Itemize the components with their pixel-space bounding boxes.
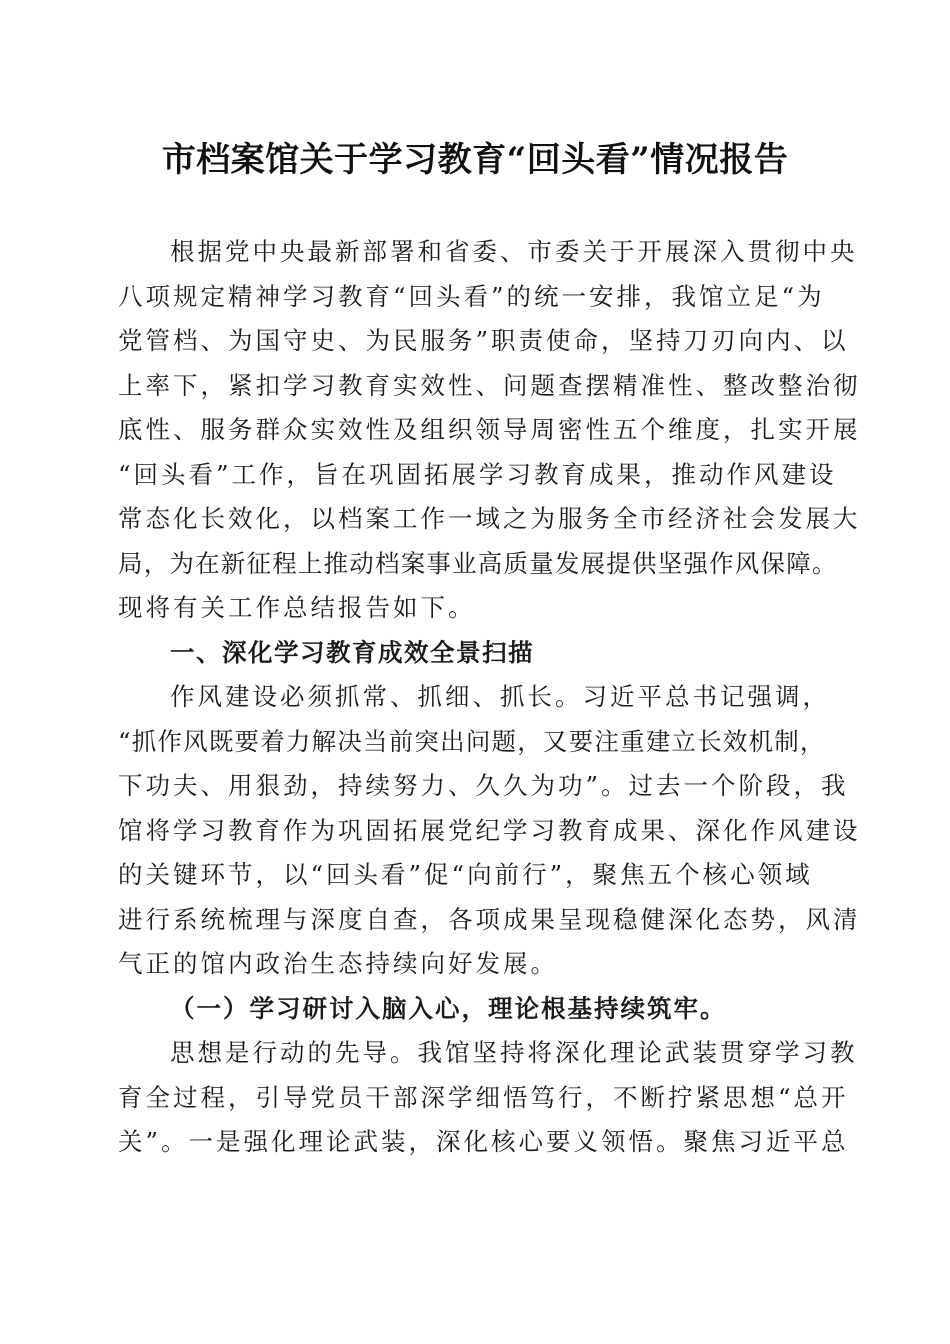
section-heading: 一、深化学习教育成效全景扫描	[170, 637, 534, 667]
paragraph-line: 气正的馆内政治生态持续向好发展。	[118, 949, 558, 978]
paragraph-line: 底性、服务群众实效性及组织领导周密性五个维度，扎实开展	[118, 415, 861, 444]
paragraph-line: 育全过程，引导党员干部深学细悟笃行，不断拧紧思想“总开	[118, 1082, 849, 1112]
paragraph-line: 上率下，紧扣学习教育实效性、问题查摆精准性、整改整治彻	[118, 370, 861, 400]
paragraph-line: “抓作风既要着力解决当前突出问题，又要注重建立长效机制，	[118, 726, 826, 756]
paragraph-line: 八项规定精神学习教育“回头看”的统一安排，我馆立足“为	[118, 281, 825, 311]
document-body	[118, 230, 861, 1165]
paragraph-line: 局，为在新征程上推动档案事业高质量发展提供坚强作风保障。	[118, 548, 838, 578]
paragraph-line: 进行系统梳理与深度自查，各项成果呈现稳健深化态势，风清	[118, 904, 861, 934]
paragraph-line: 的关键环节，以“回头看”促“向前行”，聚焦五个核心领域	[118, 860, 813, 889]
paragraph-line: 常态化长效化，以档案工作一域之为服务全市经济社会发展大	[118, 504, 861, 533]
paragraph-line: 下功夫、用狠劲，持续努力、久久为功”。过去一个阶段，我	[118, 771, 849, 800]
document-title: 市档案馆关于学习教育“回头看”情况报告	[161, 140, 789, 180]
subsection-heading: （一）学习研讨入脑入心，理论根基持续筑牢。	[170, 993, 727, 1023]
paragraph-line: 根据党中央最新部署和省委、市委关于开展深入贯彻中央	[170, 237, 858, 266]
paragraph-line: 现将有关工作总结报告如下。	[118, 593, 476, 622]
paragraph-line: “回头看”工作，旨在巩固拓展学习教育成果，推动作风建设	[118, 459, 837, 489]
paragraph-line: 作风建设必须抓常、抓细、抓长。习近平总书记强调，	[170, 682, 830, 711]
paragraph-line: 馆将学习教育作为巩固拓展党纪学习教育成果、深化作风建设	[118, 815, 861, 845]
paragraph-line: 思想是行动的先导。我馆坚持将深化理论武装贯穿学习教	[170, 1038, 858, 1067]
paragraph-line: 党管档、为国守史、为民服务”职责使命，坚持刀刃向内、以	[118, 326, 849, 355]
paragraph-line: 关”。一是强化理论武装，深化核心要义领悟。聚焦习近平总	[118, 1127, 849, 1156]
